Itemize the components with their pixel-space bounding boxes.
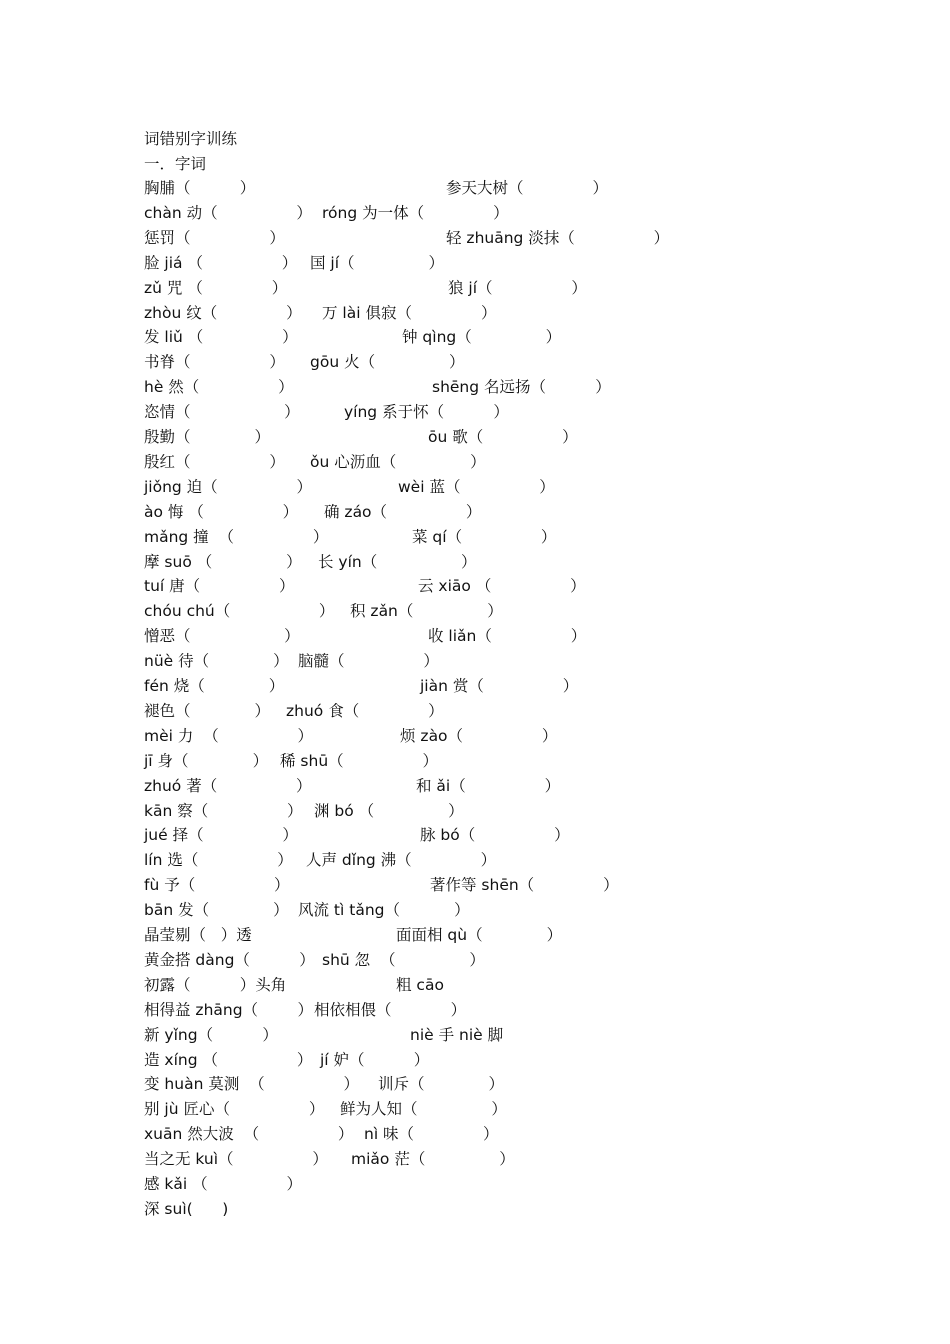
- exercise-item: 脉 bó（ ）: [420, 826, 570, 845]
- exercise-item: 黄金搭 dàng（ ）: [144, 950, 315, 969]
- exercise-item: niè 手 niè 脚: [410, 1025, 504, 1044]
- exercise-item: 鲜为人知（ ）: [340, 1100, 507, 1119]
- exercise-item: 面面相 qù（ ）: [396, 926, 563, 944]
- exercise-item: zhuó 著（ ）: [144, 776, 312, 795]
- exercise-item: 稀 shū（ ）: [280, 751, 438, 770]
- exercise-item: 国 jí（ ）: [310, 253, 444, 272]
- exercise-item: 参天大树（ ）: [446, 179, 608, 197]
- exercise-item: 钟 qìng（ ）: [402, 328, 562, 347]
- exercise-item: 造 xíng （ ）: [144, 1050, 313, 1069]
- exercise-item: 粗 cāo: [396, 975, 444, 994]
- exercise-item: 别 jù 匠心（ ）: [144, 1100, 325, 1119]
- exercise-item: 人声 dǐng 沸（ ）: [306, 851, 497, 870]
- exercise-item: jiàn 赏（ ）: [420, 677, 579, 695]
- exercise-item: 风流 tì tǎng（ ）: [298, 901, 470, 920]
- exercise-item: nüè 待（ ）: [144, 652, 289, 671]
- exercise-item: 摩 suō （ ）: [144, 552, 302, 571]
- exercise-item: 狼 jí（ ）: [448, 278, 587, 297]
- exercise-item: 胸脯（ ）: [144, 179, 256, 197]
- exercise-item: 新 yǐng（ ）: [144, 1025, 278, 1044]
- exercise-item: gōu 火（ ）: [310, 353, 465, 372]
- exercise-item: fén 烧（ ）: [144, 677, 285, 695]
- exercise-item: 云 xiāo （ ）: [418, 577, 586, 596]
- exercise-item: mèi 力 （ ）: [144, 726, 314, 745]
- exercise-item: 收 liǎn（ ）: [428, 627, 587, 646]
- exercise-item: jī 身（ ）: [144, 751, 269, 770]
- exercise-item: 相得益 zhāng（ ）: [144, 1000, 313, 1019]
- exercise-item: jiǒng 迫（ ）: [144, 477, 313, 496]
- exercise-item: 殷红（ ）: [144, 452, 285, 471]
- exercise-item: 殷勤（ ）: [144, 428, 271, 446]
- exercise-item: róng 为一体（ ）: [322, 203, 509, 222]
- exercise-item: fù 予（ ）: [144, 876, 290, 895]
- exercise-item: tuí 唐（ ）: [144, 577, 295, 596]
- exercise-item: yíng 系于怀（ ）: [344, 403, 509, 422]
- exercise-item: bān 发（ ）: [144, 901, 289, 920]
- exercise-item: 长 yín（ ）: [318, 552, 477, 571]
- exercise-item: 书脊（ ）: [144, 353, 285, 372]
- exercise-item: lín 选（ ）: [144, 851, 293, 870]
- exercise-item: zǔ 咒 （ ）: [144, 278, 288, 297]
- exercise-item: shēng 名远扬（ ）: [432, 378, 611, 397]
- exercise-item: 脑髓（ ）: [298, 652, 439, 671]
- exercise-item: 渊 bó （ ）: [314, 801, 464, 820]
- exercise-item: 相依相偎（ ）: [314, 1000, 467, 1019]
- exercise-item: 褪色（ ）: [144, 701, 271, 720]
- exercise-item: wèi 蓝（ ）: [398, 477, 555, 496]
- exercise-item: kān 察（ ）: [144, 801, 303, 820]
- exercise-item: nì 味（ ）: [364, 1125, 499, 1144]
- exercise-item: ǒu 心沥血（ ）: [310, 452, 486, 471]
- exercise-item: 著作等 shēn（ ）: [430, 876, 619, 895]
- exercise-item: 晶莹剔（ ）透: [144, 926, 252, 944]
- document-title: 词错别字训练: [144, 130, 238, 148]
- exercise-item: 积 zǎn（ ）: [350, 602, 503, 621]
- exercise-item: miǎo 茫（ ）: [351, 1150, 515, 1169]
- exercise-item: hè 然（ ）: [144, 378, 294, 397]
- exercise-item: 轻 zhuāng 淡抹（ ）: [446, 228, 670, 247]
- exercise-item: 初露（ ）头角: [144, 975, 287, 994]
- exercise-item: ōu 歌（ ）: [428, 428, 578, 446]
- exercise-item: chàn 动（ ）: [144, 203, 312, 222]
- exercise-item: jué 择（ ）: [144, 826, 298, 845]
- exercise-item: zhuó 食（ ）: [286, 701, 444, 720]
- exercise-item: 万 lài 俱寂（ ）: [322, 303, 497, 322]
- exercise-item: zhòu 纹（ ）: [144, 303, 302, 322]
- exercise-item: 深 suì( ): [144, 1199, 229, 1218]
- exercise-item: xuān 然大波 （ ）: [144, 1125, 354, 1144]
- section-heading: 一．字词: [144, 155, 207, 173]
- exercise-item: 确 záo（ ）: [324, 502, 482, 521]
- exercise-item: 烦 zào（ ）: [400, 726, 558, 745]
- exercise-item: 憎恶（ ）: [144, 627, 300, 646]
- exercise-item: 脸 jiá （ ）: [144, 253, 298, 272]
- exercise-item: shū 忽 （ ）: [322, 950, 485, 969]
- exercise-item: 发 liǔ （ ）: [144, 328, 298, 347]
- exercise-item: 当之无 kuì（ ）: [144, 1150, 328, 1169]
- exercise-item: 恣情（ ）: [144, 403, 300, 422]
- exercise-item: chóu chú（ ）: [144, 602, 335, 621]
- exercise-item: jí 妒（ ）: [320, 1050, 430, 1069]
- exercise-item: mǎng 撞 （ ）: [144, 527, 329, 546]
- exercise-item: 训斥（ ）: [378, 1075, 505, 1094]
- exercise-item: 感 kǎi （ ）: [144, 1175, 302, 1193]
- exercise-item: 菜 qí（ ）: [412, 527, 557, 546]
- exercise-item: ào 悔 （ ）: [144, 502, 299, 521]
- exercise-item: 和 ǎi（ ）: [416, 776, 561, 795]
- exercise-item: 惩罚（ ）: [144, 228, 285, 247]
- exercise-item: 变 huàn 莫测 （ ）: [144, 1075, 360, 1094]
